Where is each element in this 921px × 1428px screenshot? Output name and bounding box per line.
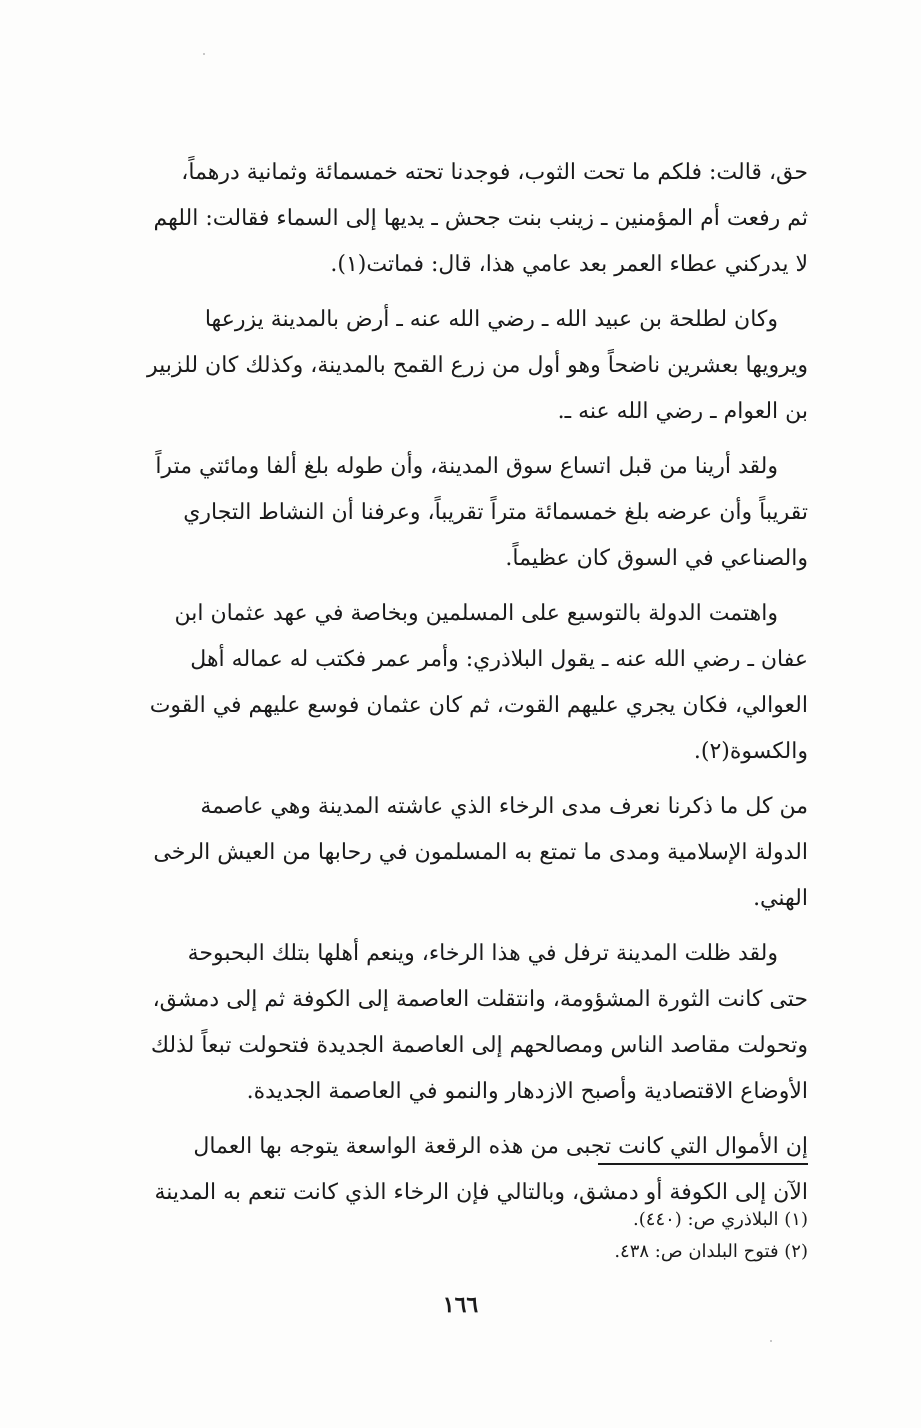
text-line: الآن إلى الكوفة أو دمشق، وبالتالي فإن الرخاء الذي كانت تنعم به المدينة	[154, 1180, 808, 1205]
text-line: تقريباً وأن عرضه بلغ خمسمائة متراً تقريباً، وعرفنا أن النشاط التجاري	[183, 500, 808, 525]
text-line: والكسوة(٢).	[693, 739, 808, 764]
paragraph	[118, 931, 808, 1115]
text-line: ويرويها بعشرين ناضحاً وهو أول من زرع القمح بالمدينة، وكذلك كان للزبير	[147, 353, 808, 378]
paragraph	[118, 591, 808, 775]
text-line: الأوضاع الاقتصادية وأصبح الازدهار والنمو في العاصمة الجديدة.	[246, 1079, 808, 1104]
footnote: (٢) فتوح البلدان ص: ٤٣٨.	[614, 1241, 808, 1262]
text-line: وكان لطلحة بن عبيد الله ـ رضي الله عنه ـ أرض بالمدينة يزرعها	[204, 307, 778, 332]
body-text	[118, 150, 808, 1225]
text-line: الهني.	[753, 886, 808, 911]
text-line: لا يدركني عطاء العمر بعد عامي هذا، قال: فماتت(١).	[330, 252, 808, 277]
scan-speck	[770, 1340, 772, 1342]
paragraph	[118, 1124, 808, 1216]
text-line: واهتمت الدولة بالتوسيع على المسلمين وبخاصة في عهد عثمان ابن	[174, 601, 778, 626]
text-line: والصناعي في السوق كان عظيماً.	[505, 546, 808, 571]
text-line: عفان ـ رضي الله عنه ـ يقول البلاذري: وأمر عمر فكتب له عماله أهل	[190, 647, 808, 672]
footnote-divider	[598, 1163, 808, 1165]
footnotes	[300, 1204, 808, 1268]
text-line: ولقد ظلت المدينة ترفل في هذا الرخاء، وينعم أهلها بتلك البحبوحة	[187, 941, 778, 966]
page-number: ١٦٦	[442, 1292, 479, 1318]
text-line: حتى كانت الثورة المشؤومة، وانتقلت العاصمة إلى الكوفة ثم إلى دمشق،	[152, 987, 808, 1012]
text-line: حق، قالت: فلكم ما تحت الثوب، فوجدنا تحته خمسمائة وثمانية درهماً،	[181, 160, 808, 185]
paragraph	[118, 297, 808, 435]
paragraph	[118, 784, 808, 922]
footnote: (١) البلاذري ص: (٤٤٠).	[633, 1209, 808, 1230]
scan-speck	[203, 53, 205, 55]
text-line: وتحولت مقاصد الناس ومصالحهم إلى العاصمة الجديدة فتحولت تبعاً لذلك	[150, 1033, 808, 1058]
text-line: ثم رفعت أم المؤمنين ـ زينب بنت جحش ـ يديها إلى السماء فقالت: اللهم	[153, 206, 808, 231]
text-line: إن الأموال التي كانت تجبى من هذه الرقعة الواسعة يتوجه بها العمال	[193, 1134, 808, 1159]
paragraph	[118, 150, 808, 288]
text-line: الدولة الإسلامية ومدى ما تمتع به المسلمون في رحابها من العيش الرخى	[153, 840, 808, 865]
text-line: العوالي، فكان يجري عليهم القوت، ثم كان عثمان فوسع عليهم في القوت	[149, 693, 808, 718]
text-line: من كل ما ذكرنا نعرف مدى الرخاء الذي عاشته المدينة وهي عاصمة	[200, 794, 808, 819]
paragraph	[118, 444, 808, 582]
text-line: بن العوام ـ رضي الله عنه ـ.	[557, 399, 808, 424]
text-line: ولقد أرينا من قبل اتساع سوق المدينة، وأن طوله بلغ ألفا ومائتي متراً	[155, 454, 778, 479]
